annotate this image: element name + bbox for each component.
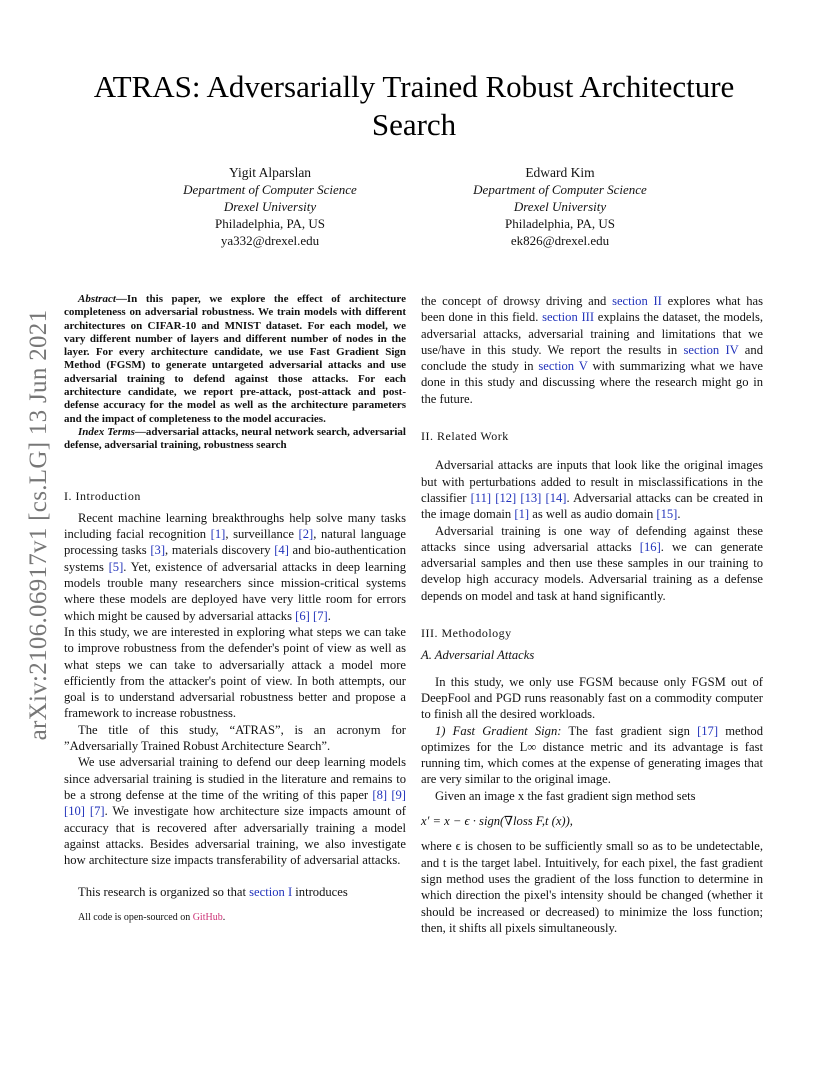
section-link[interactable]: section II: [612, 294, 662, 308]
citation-link[interactable]: [11]: [470, 490, 492, 505]
method-paragraph-2: 1) Fast Gradient Sign: The fast gradient sign [17] method optimizes for the L∞ distance metric and its advantage is fast running tim, which comes at the expense of generating images that are very similar to the original image.: [421, 723, 763, 787]
author-email: ya332@drexel.edu: [220, 233, 320, 248]
section-heading-methodology: III. Methodology: [421, 626, 512, 641]
citation-link[interactable]: [2]: [298, 527, 314, 542]
index-terms-lead: Index Terms: [78, 425, 135, 438]
method-paragraph-1: In this study, we only use FGSM because only FGSM out of DeepFool and PGD runs reasonably fast on a commodity computer to finish all the desired workloads.: [421, 674, 763, 722]
citation-link[interactable]: [3]: [150, 543, 166, 558]
equation: x′ = x − ϵ · sign(∇loss F,t (x)),: [421, 814, 573, 829]
intro-paragraph-4: We use adversarial training to defend our deep learning models since adversarial training is studied in the literature and remains to be a strong defense at the time of the writing of this paper [8] [9] [10] [7]. We investigate how architecture size impacts amount of accuracy that is recovered after adversarially training a model against attacks. Besides adversarial training, we also investigate how architecture size impacts transferability of adversarial attacks.: [64, 755, 406, 868]
citation-link[interactable]: [15]: [656, 507, 678, 522]
author-block-1: [140, 164, 400, 249]
section-link[interactable]: section IV: [683, 342, 739, 357]
author-dept: Department of Computer Science: [473, 182, 647, 197]
citation-link[interactable]: [4]: [274, 543, 289, 558]
right-column: [421, 293, 763, 936]
paper-title: ATRAS: Adversarially Trained Robust Architecture Search: [93, 69, 735, 142]
left-column: [64, 293, 406, 924]
author-location: Philadelphia, PA, US: [504, 216, 616, 231]
author-name: Yigit Alparslan: [228, 165, 312, 180]
author-block-2: [430, 164, 690, 249]
related-paragraph-2: Adversarial training is one way of defending against these attacks since using adversarial attacks [16]. we can generate adversarial samples and then use these samples in our training to develop high accuracy models. Adversarial training as a defense depends on model and task at hand significantly.: [421, 523, 764, 603]
index-terms-text: —adversarial attacks, neural network search, adversarial defense, adversarial training, robustness search: [64, 425, 406, 452]
author-univ: Drexel University: [223, 199, 317, 214]
section-heading-related: II. Related Work: [421, 429, 509, 444]
author-email: ek826@drexel.edu: [510, 233, 610, 248]
citation-link[interactable]: [7]: [89, 804, 105, 819]
subsection-heading: A. Adversarial Attacks: [421, 648, 535, 663]
intro-paragraph-5: This research is organized so that section I introduces: [78, 885, 348, 900]
citation-link[interactable]: [9]: [391, 787, 406, 802]
citation-link[interactable]: [14]: [545, 490, 567, 505]
author-name: Edward Kim: [525, 165, 595, 180]
method-paragraph-4: where ϵ is chosen to be sufficiently small so as to be undetectable, and t is the target label. Intuitively, for each pixel, the fast gradient sign method uses the gradient of the loss function to determine in which direction the pixel's intensity should be changed (whether it should be increased or decreased) to minimize the loss function; then, it shifts all pixels simultaneously.: [421, 839, 763, 935]
arxiv-stamp: [24, 290, 54, 760]
organization-paragraph: the concept of drowsy driving and section II explores what has been done in this field. section III explains the dataset, the models, adversarial attacks, adversarial training and limitations that we use/have in this study. We report the results in section IV and conclude the study in section V with summarizing what we have done in this study and discussing where the research might go in the future.: [421, 294, 764, 406]
citation-link[interactable]: [1]: [514, 507, 530, 522]
index-terms: [64, 426, 406, 453]
intro-paragraph-2: In this study, we are interested in exploring what steps we can take to improve robustness from the defender's point of view as well as what steps we can take to adversarially attack a model more efficiently from the attacker's point of view. In both attempts, our goal is to understand adversarial robustness better and propose a framework to increase robustness.: [64, 624, 406, 721]
abstract-text: —In this paper, we explore the effect of architecture completeness on adversarial robustness. We train models with different architectures on CIFAR-10 and MNIST dataset. For each model, we vary different number of layers and different number of nodes in the layer. For every architecture candidate, we use Fast Gradient Sign Method (FGSM) to generate untargeted adversarial attacks and use adversarial training to defend against those attacks. For each architecture candidate, we report pre-attack, post-attack and post-defense accuracy for the model as well as the architecture parameters and the impact of completeness to the model accuracies.: [64, 293, 406, 425]
section-link[interactable]: section I: [249, 885, 293, 900]
citation-link[interactable]: [16]: [639, 539, 661, 554]
citation-link[interactable]: [5]: [108, 559, 124, 574]
github-link[interactable]: GitHub: [192, 911, 223, 923]
section-link[interactable]: section V: [538, 359, 588, 374]
abstract: [64, 293, 406, 426]
arxiv-stamp-text: arXiv:2106.06917v1 [cs.LG] 13 Jun 2021: [25, 309, 52, 741]
citation-link[interactable]: [12]: [495, 490, 517, 505]
method-paragraph-3: Given an image x the fast gradient sign method sets: [435, 788, 696, 803]
citation-link[interactable]: [1]: [210, 527, 226, 542]
related-paragraph-1: Adversarial attacks are inputs that look like the original images but with perturbations added to result in misclassifications in the classifier [11] [12] [13] [14]. Adversarial attacks can be created in the image domain [1] as well as audio domain [15].: [421, 458, 763, 522]
footnote: All code is open-sourced on GitHub.: [78, 911, 226, 923]
author-location: Philadelphia, PA, US: [214, 216, 326, 231]
section-heading-intro: I. Introduction: [64, 488, 141, 503]
citation-link[interactable]: [8]: [372, 787, 388, 802]
intro-paragraph-3: The title of this study, “ATRAS”, is an acronym for ”Adversarially Trained Robust Architecture Search”.: [64, 722, 406, 754]
section-link[interactable]: section III: [542, 310, 595, 325]
author-dept: Department of Computer Science: [183, 182, 357, 197]
citation-link[interactable]: [17]: [697, 723, 719, 738]
abstract-lead: Abstract: [78, 293, 116, 305]
citation-link[interactable]: [10]: [64, 804, 85, 819]
author-univ: Drexel University: [513, 199, 607, 214]
citation-link[interactable]: [7]: [313, 608, 328, 623]
intro-paragraph-1: Recent machine learning breakthroughs help solve many tasks including facial recognition [1], surveillance [2], natural language processing tasks [3], materials discovery [4] and bio-authentication systems [5]. Yet, existence of adversarial attacks in deep learning models trouble many researchers since mission-critical systems where these models are deployed have very little room for errors which might be caused by adversarial attacks [6] [7].: [64, 510, 406, 623]
citation-link[interactable]: [6]: [295, 608, 310, 623]
paragraph-lead: 1) Fast Gradient Sign:: [435, 723, 562, 738]
citation-link[interactable]: [13]: [520, 490, 542, 505]
